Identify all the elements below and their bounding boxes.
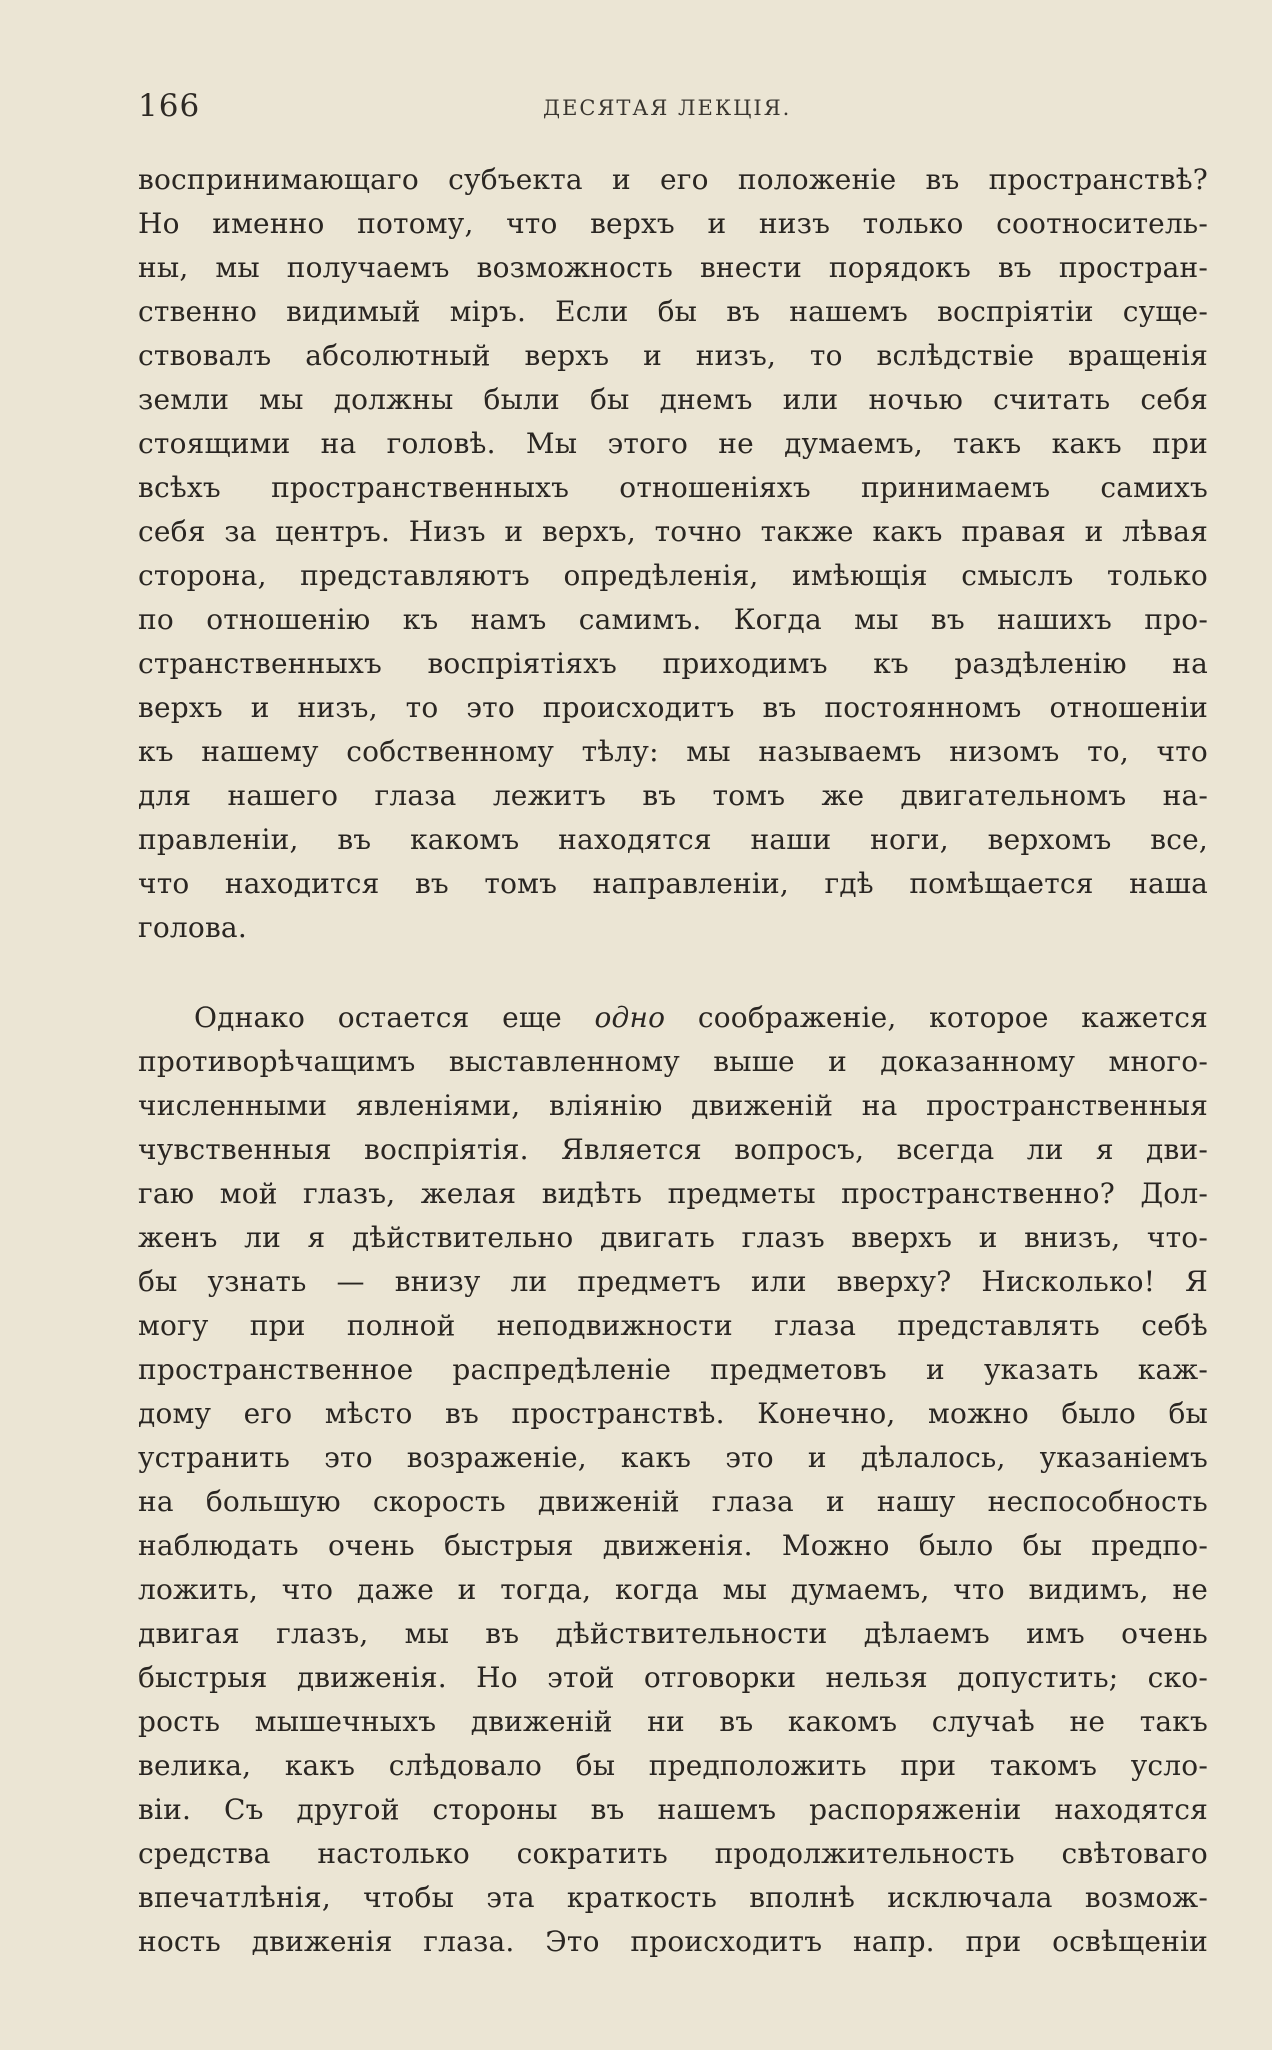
emphasized-word: одно	[594, 1001, 666, 1034]
text-line: на большую скорость движеній глаза и нашу неспособность	[138, 1485, 1208, 1518]
text-line: ность движенія глаза. Это происходитъ напр. при освѣщеніи	[138, 1925, 1208, 1958]
text-line: Но именно потому, что верхъ и низъ только соотноситель-	[138, 207, 1208, 240]
text-line: Однако остается еще одно соображеніе, которое кажется	[194, 1001, 1208, 1034]
text-line: что находится въ томъ направленіи, гдѣ помѣщается наша	[138, 867, 1208, 900]
text-line: ственно видимый міръ. Если бы въ нашемъ воспріятіи суще-	[138, 295, 1208, 328]
paragraph-1	[138, 158, 1208, 950]
text-line: могу при полной неподвижности глаза представлять себѣ	[138, 1309, 1208, 1342]
text-line: дому его мѣсто въ пространствѣ. Конечно, можно было бы	[138, 1397, 1208, 1430]
text-line: впечатлѣнія, чтобы эта краткость вполнѣ исключала возмож-	[138, 1881, 1208, 1914]
page-number: 166	[138, 88, 201, 124]
text-line: верхъ и низъ, то это происходитъ въ постоянномъ отношеніи	[138, 691, 1208, 724]
text-line: ложить, что даже и тогда, когда мы думаемъ, что видимъ, не	[138, 1573, 1208, 1606]
paragraph-gap	[138, 950, 1208, 996]
text-line: для нашего глаза лежитъ въ томъ же двигательномъ на-	[138, 779, 1208, 812]
text-line: правленіи, въ какомъ находятся наши ноги, верхомъ все,	[138, 823, 1208, 856]
text-line: двигая глазъ, мы въ дѣйствительности дѣлаемъ имъ очень	[138, 1617, 1208, 1650]
text-line: средства настолько сократить продолжительность свѣтоваго	[138, 1837, 1208, 1870]
text-line: віи. Съ другой стороны въ нашемъ распоряженіи находятся	[138, 1793, 1208, 1826]
text-line: голова.	[138, 911, 247, 944]
text-line: сторона, представляютъ опредѣленія, имѣющія смыслъ только	[138, 559, 1208, 592]
text-line: къ нашему собственному тѣлу: мы называемъ низомъ то, что	[138, 735, 1208, 768]
text-line: быстрыя движенія. Но этой отговорки нельзя допустить; ско-	[138, 1661, 1208, 1694]
text-line: бы узнать — внизу ли предметъ или вверху? Нисколько! Я	[138, 1265, 1208, 1298]
text-line: численными явленіями, вліянію движеній на пространственныя	[138, 1089, 1208, 1122]
text-line: себя за центръ. Низъ и верхъ, точно также какъ правая и лѣвая	[138, 515, 1208, 548]
text-line: устранить это возраженіе, какъ это и дѣлалось, указаніемъ	[138, 1441, 1208, 1474]
text-line: ствовалъ абсолютный верхъ и низъ, то вслѣдствіе вращенія	[138, 339, 1208, 372]
text-line: велика, какъ слѣдовало бы предположить при такомъ усло-	[138, 1749, 1208, 1782]
text-line: наблюдать очень быстрыя движенія. Можно было бы предпо-	[138, 1529, 1208, 1562]
text-line: ны, мы получаемъ возможность внести порядокъ въ простран-	[138, 251, 1208, 284]
text-line: земли мы должны были бы днемъ или ночью считать себя	[138, 383, 1208, 416]
text-line: стоящими на головѣ. Мы этого не думаемъ, такъ какъ при	[138, 427, 1208, 460]
body-text	[138, 158, 1208, 1964]
text-line: пространственное распредѣленіе предметовъ и указать каж-	[138, 1353, 1208, 1386]
running-title: ДЕСЯТАЯ ЛЕКЦІЯ.	[543, 96, 792, 120]
text-line: по отношенію къ намъ самимъ. Когда мы въ нашихъ про-	[138, 603, 1208, 636]
text-line: гаю мой глазъ, желая видѣть предметы пространственно? Дол-	[138, 1177, 1208, 1210]
text-line: странственныхъ воспріятіяхъ приходимъ къ раздѣленію на	[138, 647, 1208, 680]
paragraph-2	[138, 996, 1208, 1964]
text-line: противорѣчащимъ выставленному выше и доказанному много-	[138, 1045, 1208, 1078]
text-line: женъ ли я дѣйствительно двигать глазъ вверхъ и внизъ, что-	[138, 1221, 1208, 1254]
text-line: всѣхъ пространственныхъ отношеніяхъ принимаемъ самихъ	[138, 471, 1208, 504]
text-line: рость мышечныхъ движеній ни въ какомъ случаѣ не такъ	[138, 1705, 1208, 1738]
text-line: воспринимающаго субъекта и его положеніе въ пространствѣ?	[138, 163, 1208, 196]
text-line: чувственныя воспріятія. Является вопросъ, всегда ли я дви-	[138, 1133, 1208, 1166]
running-head	[138, 88, 1208, 128]
